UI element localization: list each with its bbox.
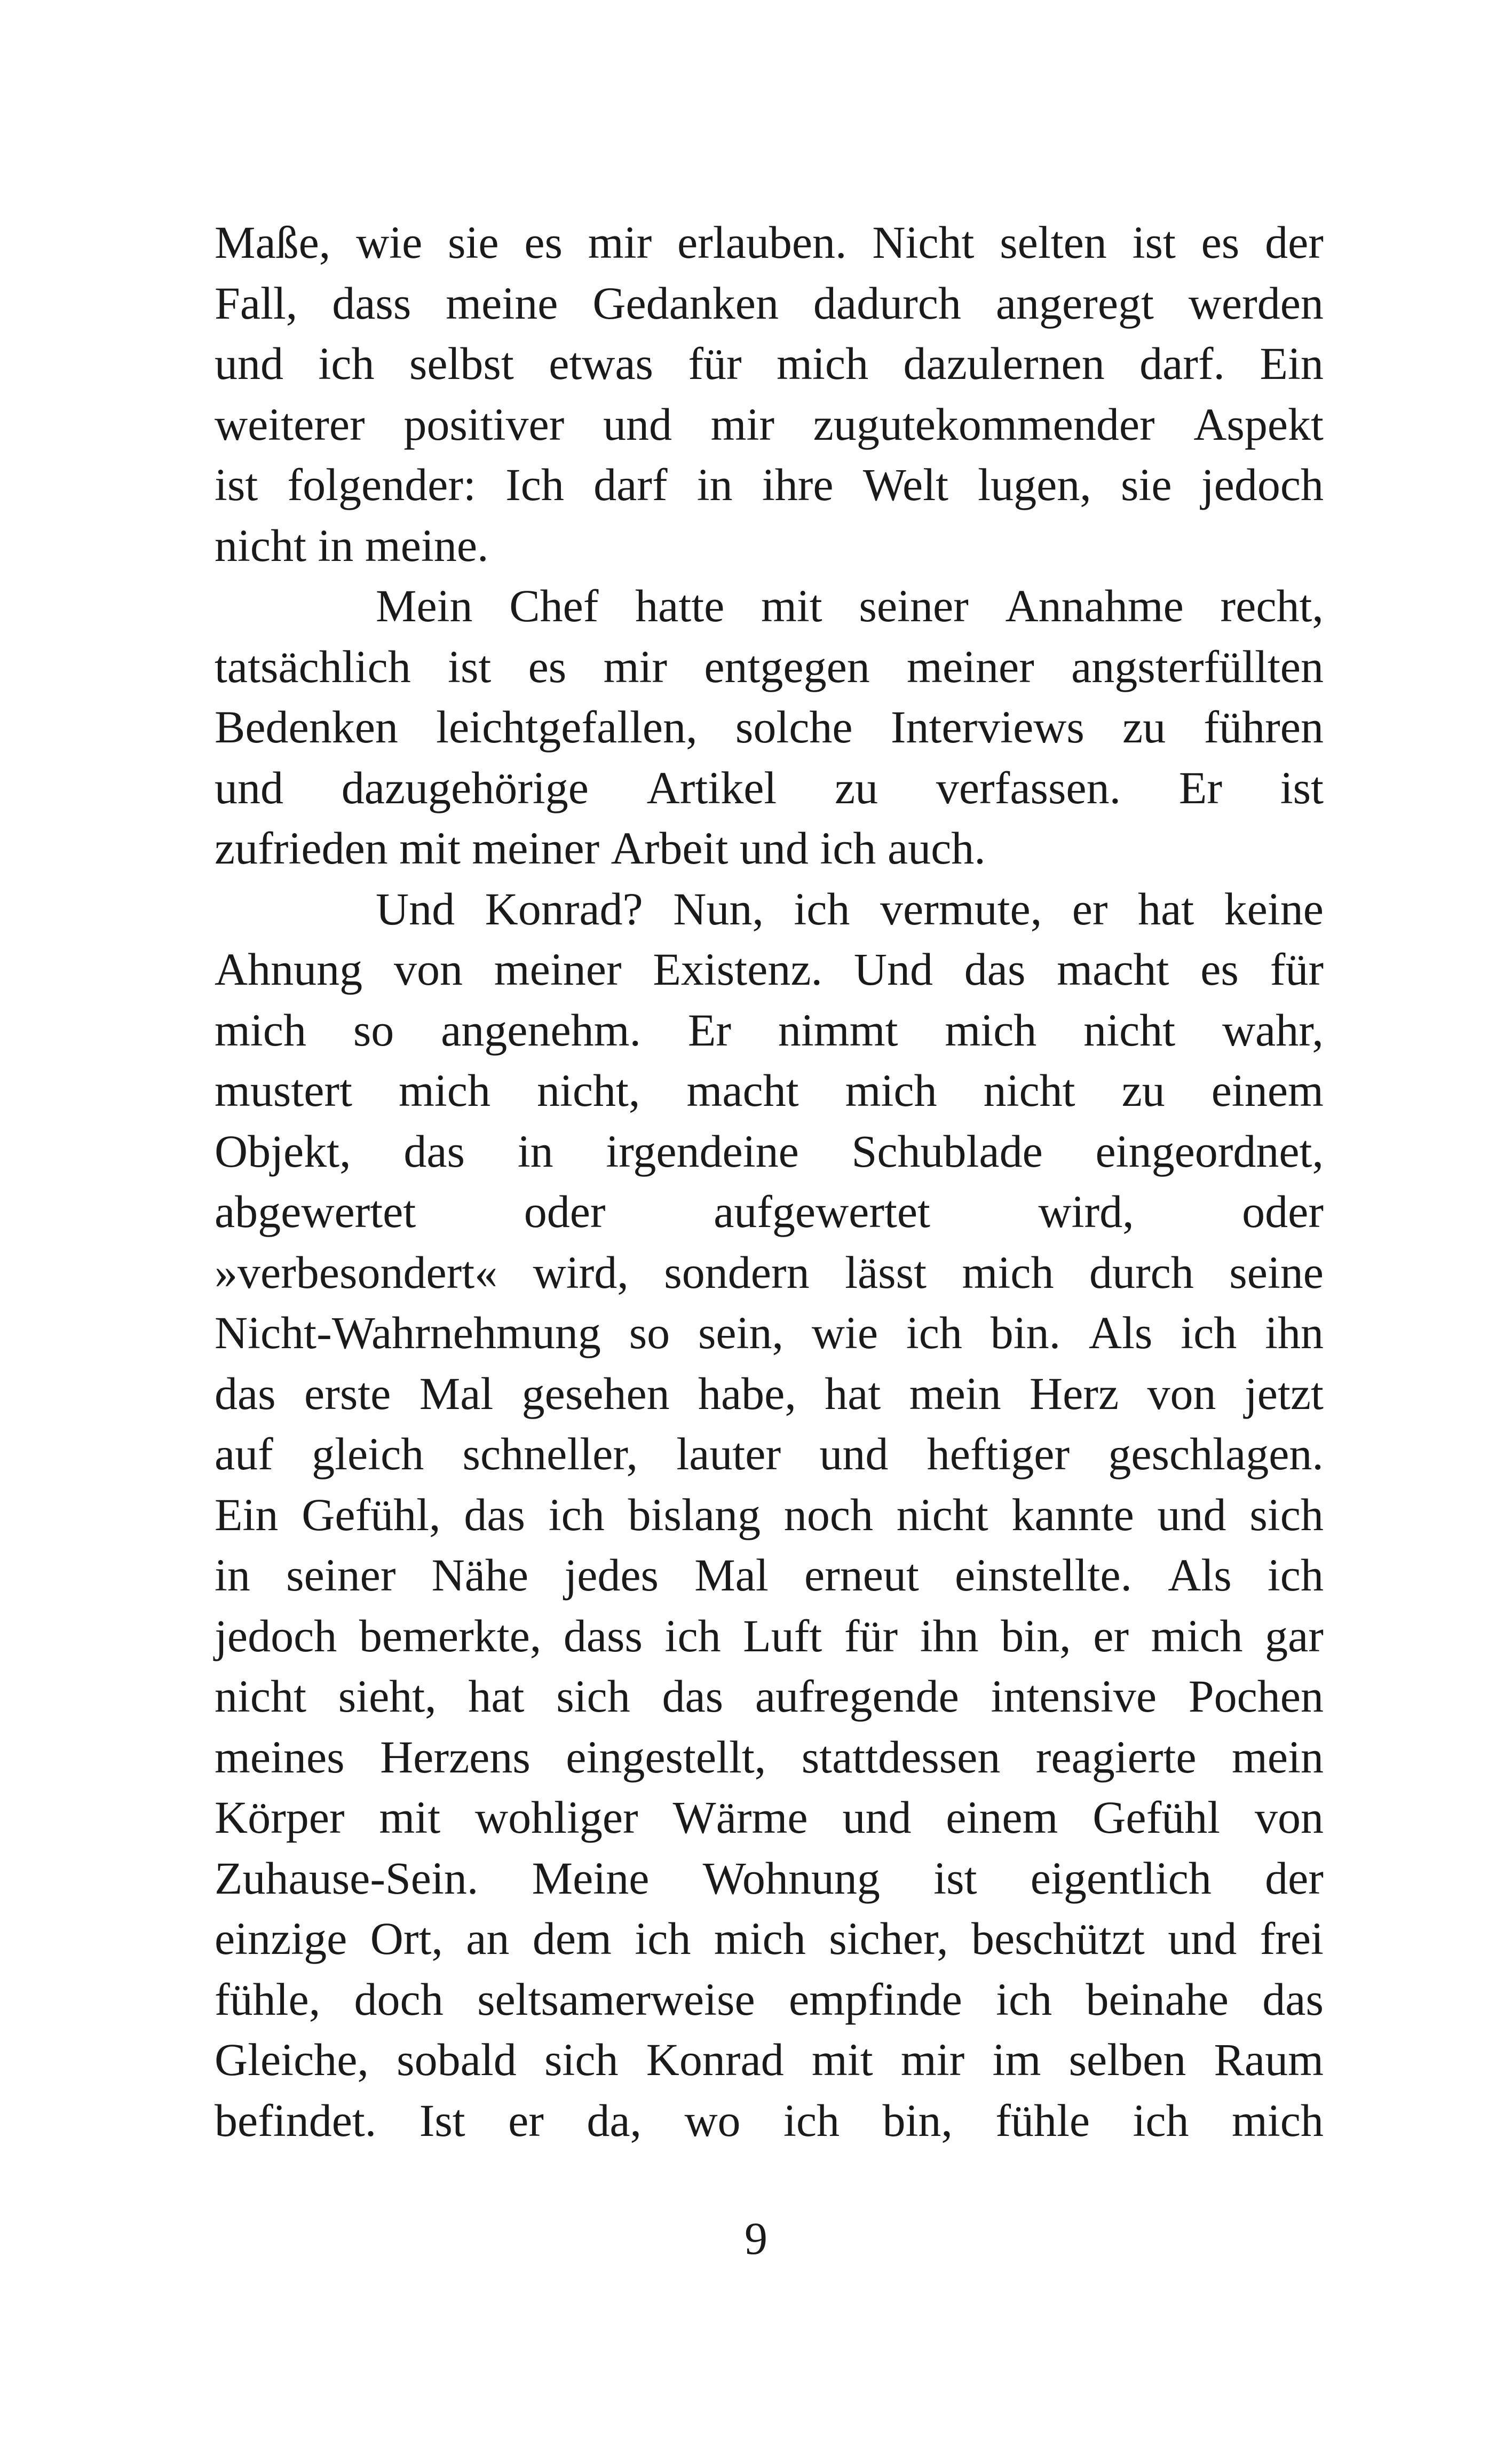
word: ich — [1133, 2094, 1189, 2146]
word: lässt — [845, 1246, 927, 1298]
word: noch — [783, 1489, 873, 1540]
word: das — [1262, 1973, 1324, 2025]
word: bin. — [990, 1307, 1061, 1358]
word: Arbeit — [611, 822, 740, 874]
word: zu — [1122, 701, 1166, 753]
word: vermute, — [880, 883, 1042, 935]
word: er — [508, 2094, 544, 2146]
word: ich — [794, 883, 850, 935]
word: ich — [664, 1610, 721, 1661]
word: doch — [354, 1973, 444, 2025]
text-line — [215, 1727, 1324, 1788]
word: ich — [820, 822, 888, 874]
word: sondern — [664, 1246, 810, 1298]
text-line — [215, 1485, 1324, 1546]
word: dem — [532, 1913, 612, 1964]
word: Ich — [505, 459, 564, 510]
text-line — [215, 1969, 1324, 2030]
word: sie — [1121, 459, 1172, 510]
word: Zuhause-Sein. — [215, 1852, 479, 1904]
word: dass — [332, 277, 411, 329]
word: von — [1147, 1367, 1216, 1419]
word: Wohnung — [702, 1852, 880, 1904]
word: und — [215, 338, 283, 389]
word: Ein — [1260, 338, 1324, 389]
text-line — [215, 394, 1324, 455]
word: meiner — [907, 640, 1034, 692]
word: nicht — [896, 1489, 988, 1540]
word: dass — [563, 1610, 643, 1661]
word: angenehm. — [441, 1004, 642, 1056]
word: leichtgefallen, — [436, 701, 698, 753]
word: meine. — [365, 519, 489, 571]
text-line — [215, 273, 1324, 334]
word: sich — [556, 1671, 630, 1722]
word: angeregt — [995, 277, 1154, 329]
word: aufregende — [755, 1671, 959, 1722]
word: von — [1254, 1792, 1324, 1843]
word: das — [964, 944, 1026, 995]
word: ich — [996, 1973, 1052, 2025]
word: einem — [946, 1792, 1058, 1843]
word: von — [393, 944, 463, 995]
word: Ein — [215, 1489, 279, 1540]
word: beschützt — [971, 1913, 1145, 1964]
word: und — [1168, 1913, 1237, 1964]
word: jedoch — [1201, 459, 1324, 510]
word: Ort, — [370, 1913, 443, 1964]
word: einem — [1211, 1065, 1324, 1116]
word: darf. — [1139, 338, 1225, 389]
word: nimmt — [778, 1004, 898, 1056]
word: verfassen. — [936, 762, 1121, 813]
word: kannte — [1011, 1489, 1134, 1540]
word: das — [662, 1671, 724, 1722]
word: Gefühl, — [302, 1489, 441, 1540]
word: auch. — [887, 822, 986, 874]
text-line — [215, 1787, 1324, 1848]
word: sobald — [397, 2034, 517, 2085]
word: oder — [524, 1186, 606, 1237]
word: heftiger — [927, 1428, 1070, 1479]
word: und — [215, 762, 283, 813]
word: mir — [710, 398, 775, 450]
word: dadurch — [813, 277, 961, 329]
word: Konrad? — [485, 883, 643, 935]
word: zu — [1121, 1065, 1165, 1116]
word: bin, — [1001, 1610, 1071, 1661]
word: ich — [635, 1913, 691, 1964]
word: darf — [593, 459, 668, 510]
word: sicher, — [829, 1913, 948, 1964]
word: bislang — [628, 1489, 761, 1540]
word: meiner — [494, 944, 622, 995]
word: führen — [1204, 701, 1324, 753]
word: bin, — [882, 2094, 953, 2146]
text-line — [215, 1606, 1324, 1667]
word: geschlagen. — [1108, 1428, 1324, 1479]
word: erneut — [804, 1549, 919, 1601]
word: angsterfüllten — [1071, 640, 1324, 692]
word: befindet. — [215, 2094, 377, 2146]
word: für — [1270, 944, 1324, 995]
word: und — [739, 822, 820, 874]
word: nicht, — [536, 1065, 640, 1116]
word: in — [215, 1549, 250, 1601]
text-line — [215, 455, 1324, 516]
word: gar — [1265, 1610, 1324, 1661]
word: zugutekommender — [813, 398, 1155, 450]
word: tatsächlich — [215, 640, 411, 692]
text-line — [215, 2091, 1324, 2151]
text-line — [215, 576, 1324, 637]
word: mich — [845, 1065, 937, 1116]
word: meiner — [472, 822, 611, 874]
word: Existenz. — [653, 944, 823, 995]
word: keine — [1224, 883, 1324, 935]
word: Nicht — [872, 217, 975, 268]
word: nicht — [215, 1671, 306, 1722]
word: Luft — [743, 1610, 822, 1661]
word: reagierte — [1035, 1731, 1197, 1783]
word: Er — [687, 1004, 732, 1056]
word: macht — [1057, 944, 1169, 995]
text-line — [215, 1303, 1324, 1364]
word: Fall, — [215, 277, 298, 329]
word: intensive — [991, 1671, 1157, 1722]
word: oder — [1242, 1186, 1324, 1237]
word: frei — [1260, 1913, 1324, 1964]
word: selten — [1000, 217, 1107, 268]
word: zufrieden — [215, 822, 400, 874]
word: wird, — [533, 1246, 629, 1298]
word: meines — [215, 1731, 345, 1783]
text-line — [215, 697, 1324, 758]
word: es — [524, 217, 563, 268]
word: und — [1157, 1489, 1226, 1540]
word: ist — [933, 1852, 977, 1904]
word: dazulernen — [903, 338, 1105, 389]
text-line — [215, 1909, 1324, 1969]
word: Mein — [376, 580, 473, 631]
word: Meine — [532, 1852, 650, 1904]
word: Und — [853, 944, 933, 995]
word: eigentlich — [1030, 1852, 1212, 1904]
text-line — [215, 516, 1324, 576]
word: ich — [1181, 1307, 1237, 1358]
word: ich — [1267, 1549, 1324, 1601]
word: einzige — [215, 1913, 347, 1964]
text-line — [215, 2030, 1324, 2091]
word: der — [1265, 1852, 1324, 1904]
text-line — [215, 1242, 1324, 1303]
word: hat — [468, 1671, 525, 1722]
word: wahr, — [1222, 1004, 1324, 1056]
word: Interviews — [890, 701, 1084, 753]
word: sieht, — [338, 1671, 437, 1722]
word: das — [215, 1367, 276, 1419]
word: sie — [448, 217, 499, 268]
word: er — [1072, 883, 1108, 935]
word: Pochen — [1188, 1671, 1324, 1722]
word: mit — [761, 580, 822, 631]
word: mit — [811, 2034, 873, 2085]
word: zu — [834, 762, 878, 813]
word: Schublade — [851, 1125, 1043, 1177]
text-line — [215, 334, 1324, 394]
word: im — [992, 2034, 1041, 2085]
word: mich — [945, 1004, 1037, 1056]
word: mich — [962, 1246, 1054, 1298]
word: meine — [446, 277, 558, 329]
word: ihn — [1265, 1307, 1324, 1358]
word: weiterer — [215, 398, 365, 450]
word: selbst — [409, 338, 514, 389]
word: mustert — [215, 1065, 352, 1116]
word: empfinde — [788, 1973, 962, 2025]
word: Welt — [862, 459, 949, 510]
word: und — [819, 1428, 889, 1479]
word: gesehen — [521, 1367, 670, 1419]
word: werden — [1188, 277, 1324, 329]
word: Herz — [1030, 1367, 1119, 1419]
word: fühle — [995, 2094, 1090, 2146]
word: jetzt — [1244, 1367, 1324, 1419]
word: Chef — [509, 580, 599, 631]
word: auf — [215, 1428, 273, 1479]
text-line — [215, 758, 1324, 819]
word: recht, — [1220, 580, 1324, 631]
text-line — [215, 1424, 1324, 1485]
word: Maße, — [215, 217, 331, 268]
word: bemerkte, — [359, 1610, 542, 1661]
word: Gefühl — [1093, 1792, 1221, 1843]
word: Nicht-Wahrnehmung — [215, 1307, 601, 1358]
word: hat — [1138, 883, 1194, 935]
word: mit — [379, 1792, 441, 1843]
text-line — [215, 637, 1324, 698]
text-line — [215, 1545, 1324, 1606]
word: in — [318, 519, 365, 571]
word: nicht — [1083, 1004, 1176, 1056]
word: macht — [686, 1065, 799, 1116]
text-line — [215, 1000, 1324, 1061]
text-line — [215, 939, 1324, 1000]
word: ist — [1132, 217, 1176, 268]
word: erste — [304, 1367, 391, 1419]
word: ich — [318, 338, 375, 389]
word: Mal — [694, 1549, 769, 1601]
word: gleich — [312, 1428, 424, 1479]
text-line — [215, 212, 1324, 273]
word: Als — [1088, 1307, 1153, 1358]
word: er — [1093, 1610, 1129, 1661]
word: Artikel — [646, 762, 777, 813]
word: für — [844, 1610, 898, 1661]
word: lauter — [676, 1428, 781, 1479]
text-line — [215, 1364, 1324, 1424]
word: nicht — [215, 519, 318, 571]
word: für — [688, 338, 742, 389]
word: seltsamerweise — [477, 1973, 755, 2025]
page-number: 9 — [745, 2213, 767, 2264]
word: Wärme — [672, 1792, 808, 1843]
word: mir — [900, 2034, 965, 2085]
word: Nähe — [431, 1549, 529, 1601]
word: Gedanken — [592, 277, 779, 329]
word: und — [603, 398, 672, 450]
word: einstellte. — [955, 1549, 1132, 1601]
word: schneller, — [462, 1428, 638, 1479]
text-line — [215, 1060, 1324, 1121]
word: ist — [1280, 762, 1324, 813]
word: positiver — [403, 398, 565, 450]
word: Objekt, — [215, 1125, 351, 1177]
word: aufgewertet — [714, 1186, 930, 1237]
word: seine — [1229, 1246, 1324, 1298]
word: in — [696, 459, 733, 510]
word: stattdessen — [801, 1731, 1001, 1783]
word: Aspekt — [1193, 398, 1324, 450]
word: sich — [1249, 1489, 1324, 1540]
word: dazugehörige — [341, 762, 589, 813]
word: abgewertet — [215, 1186, 416, 1237]
word: Annahme — [1005, 580, 1184, 631]
text-line — [215, 1666, 1324, 1727]
word: seiner — [286, 1549, 396, 1601]
word: ihn — [920, 1610, 979, 1661]
word: sich — [544, 2034, 619, 2085]
word: jedes — [564, 1549, 659, 1601]
word: mit — [399, 822, 472, 874]
text-line — [215, 879, 1324, 940]
word: fühle, — [215, 1973, 321, 2025]
word: da, — [587, 2094, 642, 2146]
word: hat — [825, 1367, 881, 1419]
word: Körper — [215, 1792, 345, 1843]
word: ist — [215, 459, 258, 510]
word: Gleiche, — [215, 2034, 369, 2085]
word: in — [517, 1125, 553, 1177]
word: folgender: — [287, 459, 476, 510]
word: der — [1265, 217, 1324, 268]
word: mir — [603, 640, 668, 692]
body-text — [215, 212, 1324, 2151]
word: solche — [735, 701, 853, 753]
text-line — [215, 1121, 1324, 1182]
word: mich — [777, 338, 869, 389]
word: mich — [714, 1913, 806, 1964]
word: beinahe — [1086, 1973, 1229, 2025]
word: mir — [588, 217, 652, 268]
word: lugen, — [978, 459, 1091, 510]
word: mein — [909, 1367, 1001, 1419]
word: so — [629, 1307, 670, 1358]
word: selben — [1068, 2034, 1186, 2085]
word: sein, — [698, 1307, 784, 1358]
text-line — [215, 1182, 1324, 1242]
word: an — [466, 1913, 510, 1964]
word: wird, — [1038, 1186, 1134, 1237]
word: erlauben. — [677, 217, 847, 268]
word: wo — [684, 2094, 741, 2146]
word: ich — [906, 1307, 962, 1358]
word: es — [528, 640, 567, 692]
word: ich — [783, 2094, 840, 2146]
word: es — [1201, 217, 1240, 268]
word: ist — [448, 640, 492, 692]
word: seiner — [859, 580, 969, 631]
word: ihre — [762, 459, 834, 510]
word: mich — [398, 1065, 490, 1116]
word: wie — [356, 217, 423, 268]
word: es — [1200, 944, 1239, 995]
word: und — [842, 1792, 912, 1843]
word: eingestellt, — [566, 1731, 766, 1783]
word: durch — [1089, 1246, 1194, 1298]
word: Herzens — [380, 1731, 531, 1783]
word: das — [403, 1125, 465, 1177]
text-line — [215, 818, 1324, 879]
word: jedoch — [215, 1610, 337, 1661]
text-line — [215, 1848, 1324, 1909]
word: Und — [376, 883, 455, 935]
word: Nun, — [673, 883, 764, 935]
word: mein — [1232, 1731, 1324, 1783]
word: Konrad — [646, 2034, 784, 2085]
word: Raum — [1214, 2034, 1324, 2085]
word: Bedenken — [215, 701, 398, 753]
word: mich — [1151, 1610, 1243, 1661]
word: nicht — [983, 1065, 1075, 1116]
word: Ahnung — [215, 944, 363, 995]
word: hatte — [635, 580, 725, 631]
word: so — [353, 1004, 394, 1056]
word: wie — [811, 1307, 878, 1358]
word: Ist — [419, 2094, 465, 2146]
word: Als — [1168, 1549, 1232, 1601]
word: mich — [1231, 2094, 1324, 2146]
word: habe, — [698, 1367, 796, 1419]
word: mich — [215, 1004, 306, 1056]
word: Mal — [419, 1367, 494, 1419]
word: irgendeine — [606, 1125, 799, 1177]
word: Er — [1178, 762, 1222, 813]
word: »verbesondert« — [215, 1246, 498, 1298]
word: entgegen — [704, 640, 870, 692]
word: etwas — [549, 338, 654, 389]
word: eingeordnet, — [1095, 1125, 1324, 1177]
word: das — [464, 1489, 525, 1540]
word: ich — [548, 1489, 605, 1540]
word: wohliger — [474, 1792, 638, 1843]
